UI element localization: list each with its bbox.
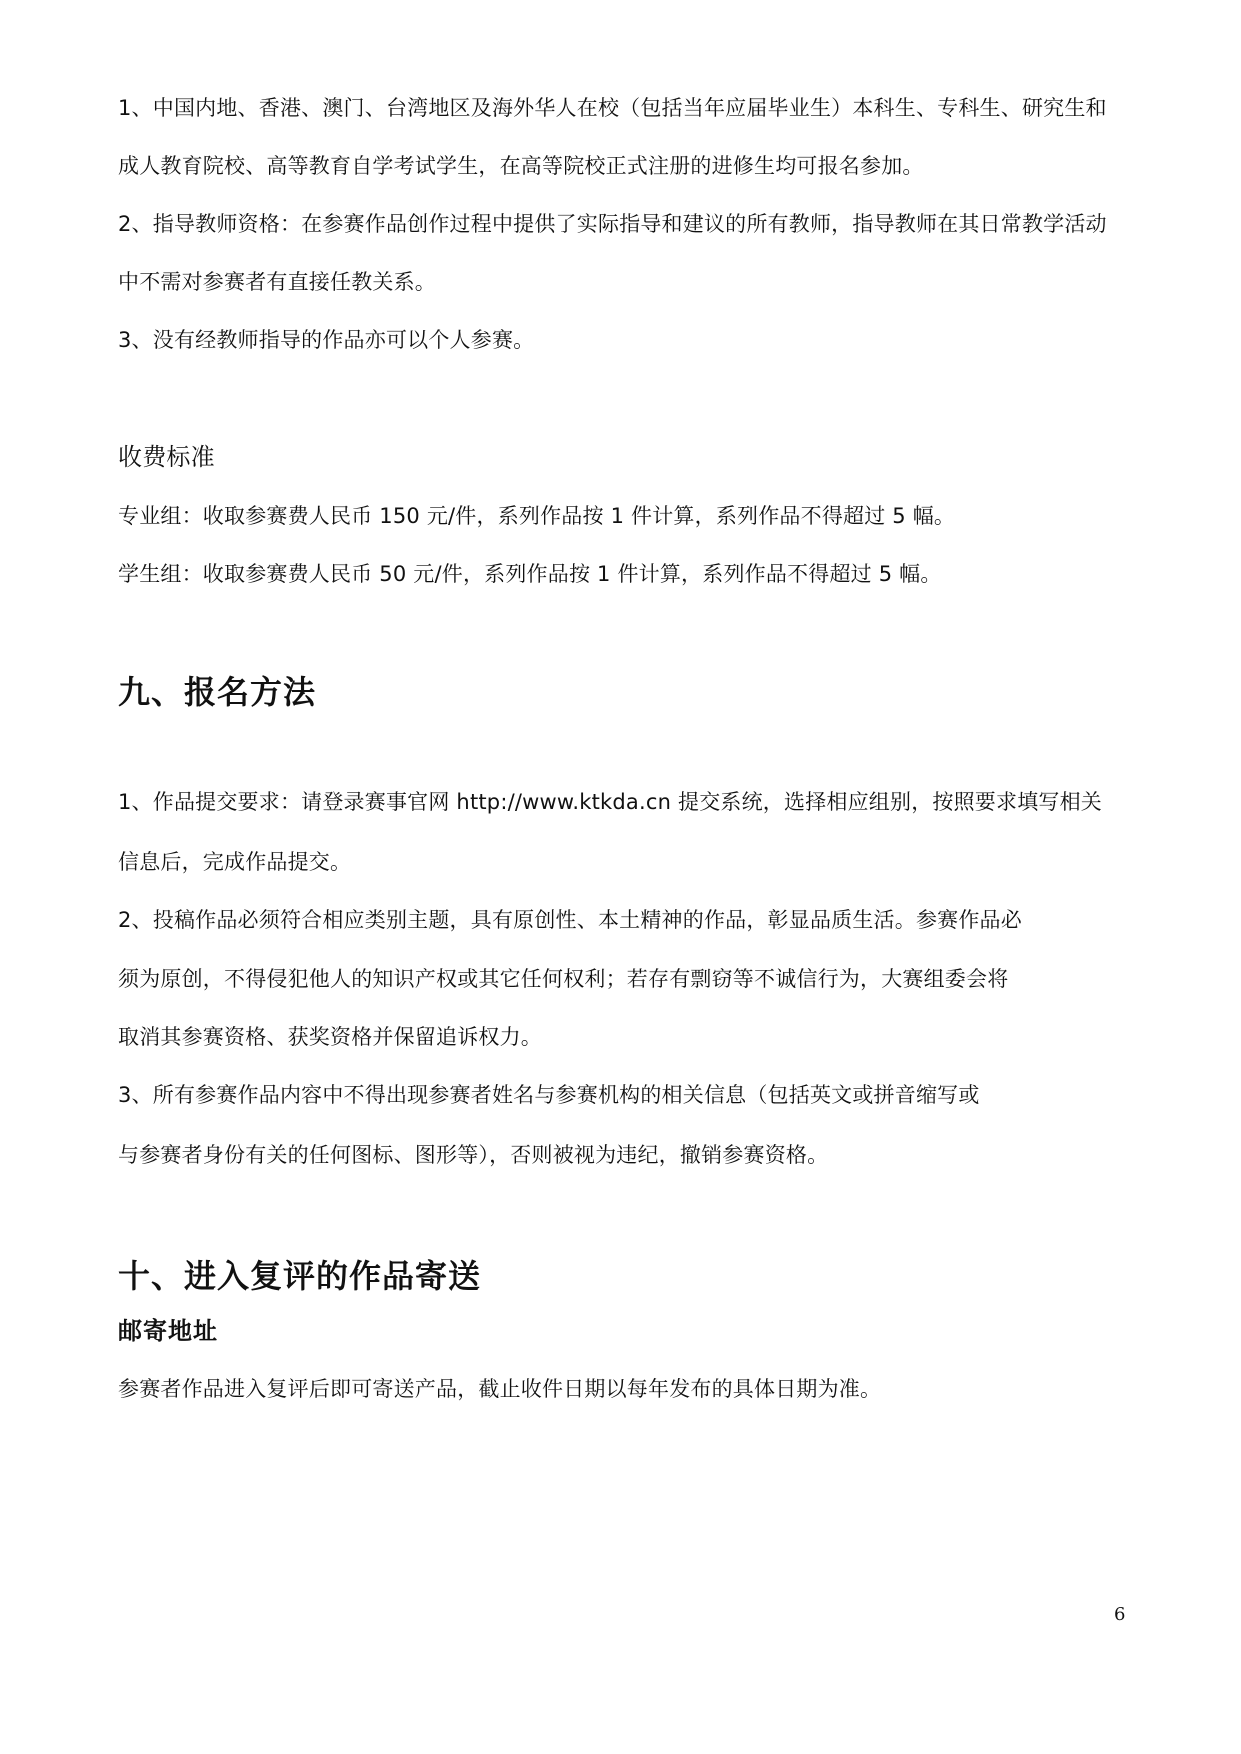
eligibility-item-2-line-2: 中不需对参赛者有直接任教关系。 <box>118 270 436 294</box>
section-10-title: 十、进入复评的作品寄送 <box>118 1257 482 1295</box>
eligibility-item-3: 3、没有经教师指导的作品亦可以个人参赛。 <box>118 328 535 352</box>
section-9-item-2-line-2: 须为原创，不得侵犯他人的知识产权或其它任何权利；若存有剽窃等不诚信行为，大赛组委会将 <box>118 967 1009 991</box>
eligibility-item-1-line-2: 成人教育院校、高等教育自学考试学生，在高等院校正式注册的进修生均可报名参加。 <box>118 154 924 178</box>
section-9-item-2-line-1: 2、投稿作品必须符合相应类别主题，具有原创性、本土精神的作品，彰显品质生活。参赛作品必 <box>118 908 1022 932</box>
section-9-item-1-line-2: 信息后，完成作品提交。 <box>118 850 352 874</box>
section-9-item-1-line-1: 1、作品提交要求：请登录赛事官网 http://www.ktkda.cn 提交系统，选择相应组别，按照要求填写相关 <box>118 790 1103 814</box>
section-10-text: 参赛者作品进入复评后即可寄送产品，截止收件日期以每年发布的具体日期为准。 <box>118 1377 882 1401</box>
section-10-subheading: 邮寄地址 <box>118 1317 218 1345</box>
section-9-item-2-line-3: 取消其参赛资格、获奖资格并保留追诉权力。 <box>118 1025 542 1049</box>
section-9-item-3-line-1: 3、所有参赛作品内容中不得出现参赛者姓名与参赛机构的相关信息（包括英文或拼音缩写或 <box>118 1083 980 1107</box>
fees-heading: 收费标准 <box>118 443 215 471</box>
fees-professional: 专业组：收取参赛费人民币 150 元/件，系列作品按 1 件计算，系列作品不得超过 5 幅。 <box>118 504 956 528</box>
section-9-item-3-line-2: 与参赛者身份有关的任何图标、图形等），否则被视为违纪，撤销参赛资格。 <box>118 1143 829 1167</box>
fees-student: 学生组：收取参赛费人民币 50 元/件，系列作品按 1 件计算，系列作品不得超过 5 幅。 <box>118 562 942 586</box>
section-9-title: 九、报名方法 <box>118 673 317 711</box>
eligibility-item-2-line-1: 2、指导教师资格：在参赛作品创作过程中提供了实际指导和建议的所有教师，指导教师在其日常教学活动 <box>118 212 1107 236</box>
page-number: 6 <box>1114 1604 1126 1625</box>
eligibility-item-1-line-1: 1、中国内地、香港、澳门、台湾地区及海外华人在校（包括当年应届毕业生）本科生、专科生、研究生和 <box>118 96 1107 120</box>
